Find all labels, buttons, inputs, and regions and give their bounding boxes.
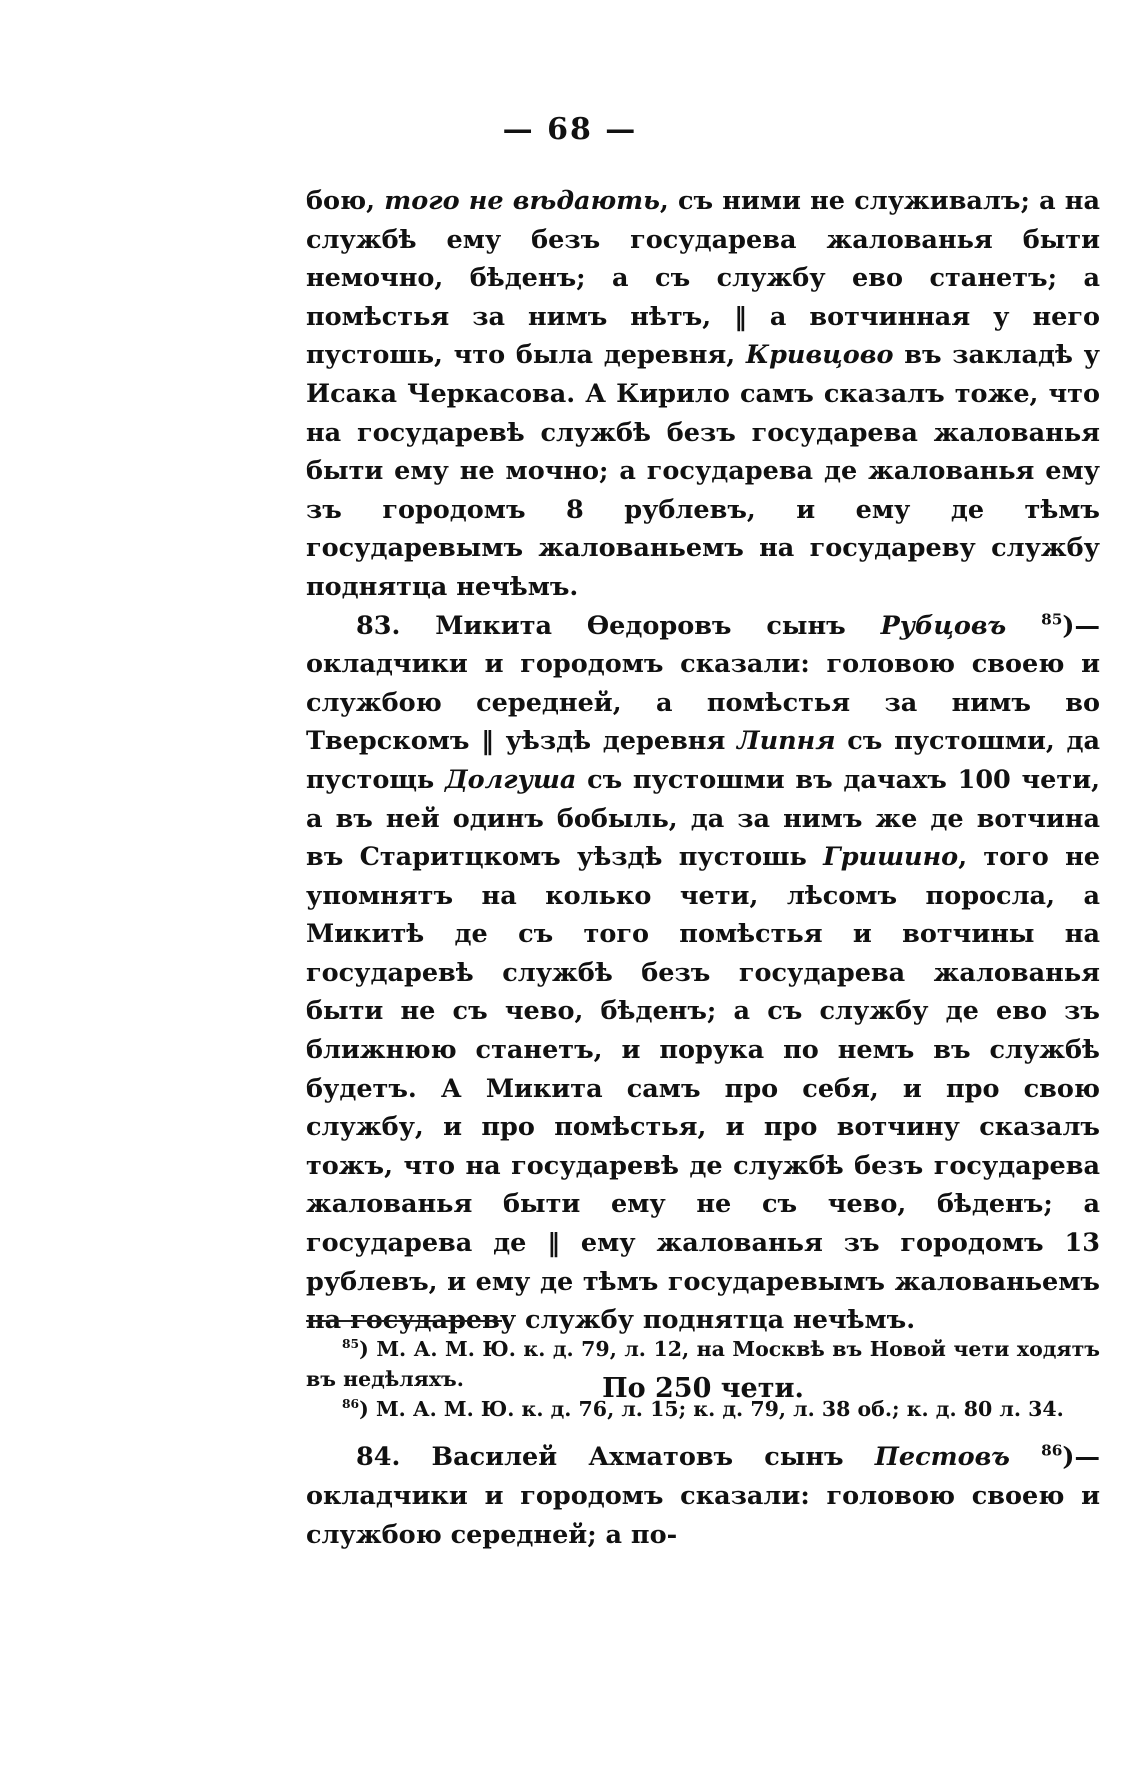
footnote-text: ) М. А. М. Ю. к. д. 76, л. 15; к. д. 79, л. 38 об.; к. д. 80 л. 34. — [359, 1397, 1064, 1421]
page-number: — 68 — — [502, 112, 638, 147]
footnote-mark: 85 — [342, 1336, 360, 1352]
text-run: съ пустошми въ дачахъ 100 чети, а въ ней одинъ бобыль, да за нимъ же де вотчина въ Старитцкомъ уѣздѣ пустошь — [306, 764, 1100, 873]
entry-83 — [306, 607, 1100, 1340]
italic-phrase: того не вѣдають — [384, 186, 660, 216]
footnote-86 — [306, 1394, 1100, 1424]
footnote-ref: 85 — [1041, 610, 1063, 629]
footnote-text: ) М. А. М. Ю. к. д. 79, л. 12, на Москвѣ въ Новой чети ходятъ въ недѣляхъ. — [306, 1337, 1100, 1391]
entry-lead: 83. Микита Ѳедоровъ сынъ — [356, 610, 881, 641]
surname: Рубцовъ — [880, 610, 1007, 641]
text-run: )—окладчики и городомъ сказали: головою своею и службою середней; а по- — [306, 1442, 1100, 1550]
entry-lead: 84. Василей Ахматовъ сынъ — [356, 1442, 875, 1473]
section-heading: По 250 чети. — [602, 1372, 804, 1404]
text-run: въ закладѣ у Исака Черкасова. А Кирило самъ сказалъ тоже, что на государевѣ службѣ безъ государева жалованья быти ему не мочно; а государева де жалованья ему зъ городомъ 8 рублевъ, и ему де тѣмъ государевымъ жалованьемъ на государеву службу поднятца нечѣмъ. — [306, 340, 1101, 602]
paragraph-kirilo — [306, 182, 1100, 607]
text-run: бою, — [306, 186, 385, 216]
place-name: Кривцово — [745, 340, 894, 371]
entry-84 — [306, 1438, 1100, 1554]
place-name: Гришино — [823, 842, 959, 873]
surname: Пестовъ — [874, 1442, 1010, 1473]
place-name: Липня — [737, 726, 836, 757]
footnote-85 — [306, 1334, 1100, 1394]
text-run: съ пустошми, да пустощь — [306, 726, 1100, 795]
footnotes — [306, 1334, 1100, 1424]
text-run: , съ ними не служивалъ; а на службѣ ему безъ государева жалованья быти немочно, бѣденъ; а съ службу ево станетъ; а помѣстья за нимъ нѣтъ, ‖ а вотчинная у него пустошь, что была деревня, — [306, 186, 1100, 371]
footnote-separator — [306, 1320, 502, 1322]
place-name: Долгуша — [444, 764, 577, 795]
text-run: )—окладчики и городомъ сказали: головою своею и службою середней, а помѣстья за нимъ во Тверскомъ ‖ уѣздѣ деревня — [306, 610, 1100, 757]
text-run: , того не упомнятъ на колько чети, лѣсомъ поросла, а Микитѣ де съ того помѣстья и вотчины на государевѣ службѣ безъ государева жалованья быти не съ чево, бѣденъ; а съ службу де ево зъ ближнюю станетъ, и порука по немъ въ службѣ будетъ. А Микита самъ про себя, и про свою службу, и про помѣстья, и про вотчину сказалъ тожъ, что на государевѣ де службѣ безъ государева жалованья быти ему не съ чево, бѣденъ; а государева де ‖ ему жалованья зъ городомъ 13 рублевъ, и ему де тѣмъ государевымъ жалованьемъ на государеву службу поднятца нечѣмъ. — [306, 842, 1101, 1336]
footnote-ref: 86 — [1041, 1441, 1063, 1460]
footnote-mark: 86 — [342, 1396, 360, 1412]
